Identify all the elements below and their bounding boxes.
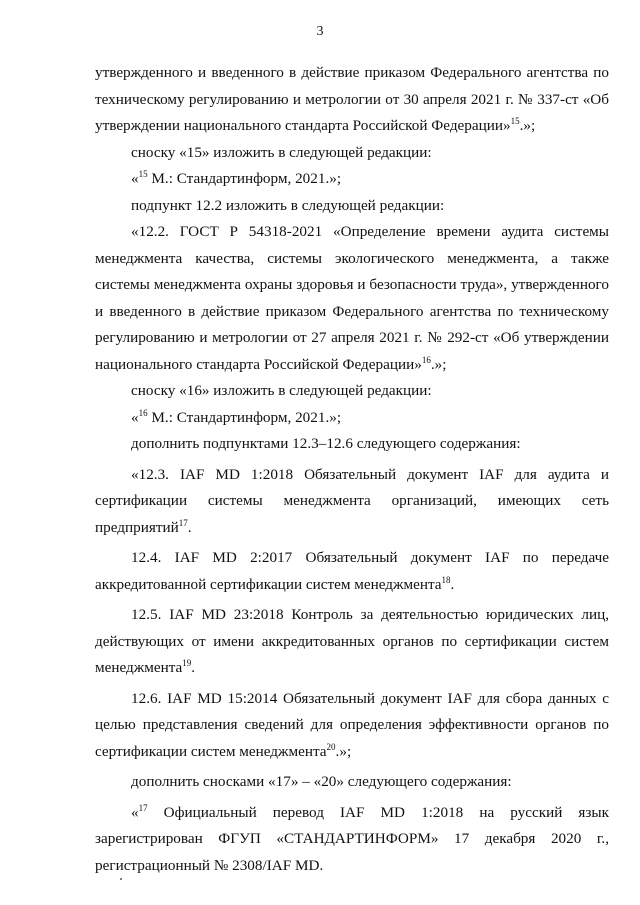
footnote-ref-15: 15	[510, 115, 520, 126]
footnote-ref-16: 16	[421, 354, 431, 365]
page-number: 3	[316, 24, 324, 39]
footnote-mark-17: 17	[138, 802, 148, 813]
footnote-mark-16: 16	[138, 407, 148, 418]
paragraph-footnote-16-text: «$^{16}$ М.: Стандартинформ, 2021.»;	[131, 407, 342, 426]
footnote-mark-15: 15	[138, 168, 148, 179]
footnote-ref-19: 19	[182, 657, 192, 668]
paragraph-subitem-12-2: «12.2. ГОСТ Р 54318-2021 «Определение времени аудита системы менеджмента качества, системы экологического менеджмента, а также системы менеджмента охраны здоровья и безопасности труда», утвержденного и введенного в действие приказом Федерального агентства по техническому регулированию и метрологии от 27 апреля 2021 г. № 292-ст «Об утверждении национального стандарта Российской Федерации»$^{16}$.»;	[95, 223, 609, 373]
paragraph-subitem-12-4: 12.4. IAF MD 2:2017 Обязательный документ IAF по передаче аккредитованной сертификации систем менеджмента$^{18}$.	[95, 549, 609, 593]
paragraph-subitem-12-5: 12.5. IAF MD 23:2018 Контроль за деятельностью юридических лиц, действующих от имени аккредитованных органов по сертификации систем менеджмента$^{19}$.	[95, 606, 609, 676]
paragraph-add-footnotes-instruction: дополнить сносками «17» – «20» следующего содержания:	[131, 773, 512, 790]
paragraph-subitem-12-6: 12.6. IAF MD 15:2014 Обязательный документ IAF для сбора данных с целью представления сведений для определения эффективности органов по сертификации систем менеджмента$^{20}$.»;	[95, 689, 609, 760]
footnote-ref-20: 20	[326, 741, 336, 752]
paragraph-subitem-12-2-instruction: подпункт 12.2 изложить в следующей редакции:	[131, 196, 445, 214]
footnote-ref-17: 17	[178, 517, 188, 528]
paragraph-footnote-15-instruction: сноску «15» изложить в следующей редакции:	[131, 143, 432, 161]
paragraph-subitem-12-3: «12.3. IAF MD 1:2018 Обязательный документ IAF для аудита и сертификации системы менеджмента организаций, имеющих сеть предприятий$^{17}$.	[95, 465, 609, 536]
paragraph-add-subitems-instruction: дополнить подпунктами 12.3–12.6 следующего содержания:	[131, 435, 521, 452]
footnote-ref-18: 18	[441, 574, 451, 585]
paragraph-footnote-17-text: «$^{17}$ Официальный перевод IAF MD 1:2018 на русский язык зарегистрирован ФГУП «СТАНДАРТИНФОРМ» 17 декабря 2020 г., регистрационный № 2308/IAF MD.	[95, 802, 609, 874]
paragraph-footnote-15-text: «$^{15}$ М.: Стандартинформ, 2021.»;	[131, 168, 342, 187]
document-body	[95, 60, 609, 879]
paragraph-approval-order-337: утвержденного и введенного в действие приказом Федерального агентства по техническому регулированию и метрологии от 30 апреля 2021 г. № 337-ст «Об утверждении национального стандарта Российской Федерации»$^{15}$.»;	[95, 64, 609, 134]
scan-speck	[120, 878, 122, 880]
paragraph-footnote-16-instruction: сноску «16» изложить в следующей редакции:	[131, 382, 432, 399]
